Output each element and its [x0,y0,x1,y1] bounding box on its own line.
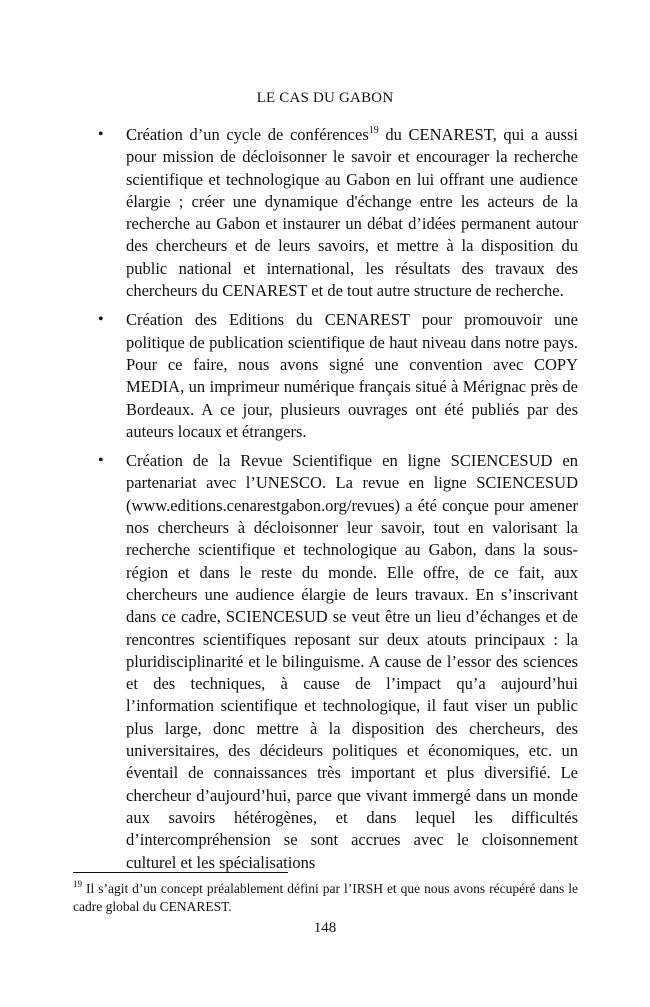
footnote [73,880,578,916]
bullet-item-conferences [98,124,578,302]
bullet-item-editions [98,309,578,443]
bullet-item-revue [98,450,578,874]
bullet-marker: • [98,126,104,143]
footnote-text: Il s’agit d’un concept préalablement défini par l’IRSH et que nous avons récupéré dans le cadre global du CENAREST. [73,881,578,914]
footnote-separator [73,872,288,873]
bullet-text: Création de la Revue Scientifique en ligne SCIENCESUD en partenariat avec l’UNESCO. La revue en ligne SCIENCESUD (www.editions.cenarestgabon.org/revues) a été conçue pour amener nos chercheurs à décloisonner leur savoir, tout en valorisant la recherche scientifique et technologique au Gabon, dans la sous-région et dans le reste du monde. Elle offre, de ce fait, aux chercheurs une audience élargie de leurs travaux. En s’inscrivant dans ce cadre, SCIENCESUD se veut être un lieu d’échanges et de rencontres scientifiques reposant sur deux atouts principaux : la pluridisciplinarité et le bilinguisme. A cause de l’essor des sciences et des techniques, à cause de l’impact qu’a aujourd’hui l’information scientifique et technologique, il faut viser un public plus large, donc mettre à la disposition des chercheurs, des universitaires, des décideurs politiques et économiques, etc. un éventail de connaissances très important et plus diversifié. Le chercheur d’aujourd’hui, parce que vivant immergé dans un monde aux savoirs hétérogènes, et dans lequel les difficultés d’intercompréhension se sont accrues avec le cloisonnement culturel et les spécialisations [126,451,578,872]
page-number: 148 [313,920,337,936]
bullet-marker: • [98,311,104,329]
footnote-reference: 19 [368,124,379,136]
bullet-text [126,125,578,300]
bullet-text: Création des Editions du CENAREST pour promouvoir une politique de publication scientifique de haut niveau dans notre pays. Pour ce faire, nous avons signé une convention avec COPY MEDIA, un imprimeur numérique français situé à Mérignac près de Bordeaux. A ce jour, plusieurs ouvrages ont été publiés par des auteurs locaux et étrangers. [126,310,578,441]
bullet-list [98,124,578,881]
running-head: LE CAS DU GABON [256,90,394,106]
bullet-marker: • [98,452,104,470]
bullet-text-part: Création d’un cycle de conférences [126,125,369,144]
footnote-number: 19 [73,878,82,889]
bullet-text-part: du CENAREST, qui a aussi pour mission de décloisonner le savoir et encourager la recherche scientifique et technologique au Gabon en lui offrant une audience élargie ; créer une dynamique d'échange entre les acteurs de la recherche au Gabon et instaurer un débat d’idées permanent autour des chercheurs et de leurs savoirs, et mettre à la disposition du public national et international, les résultats des travaux des chercheurs du CENAREST et de tout autre structure de recherche. [126,125,578,301]
